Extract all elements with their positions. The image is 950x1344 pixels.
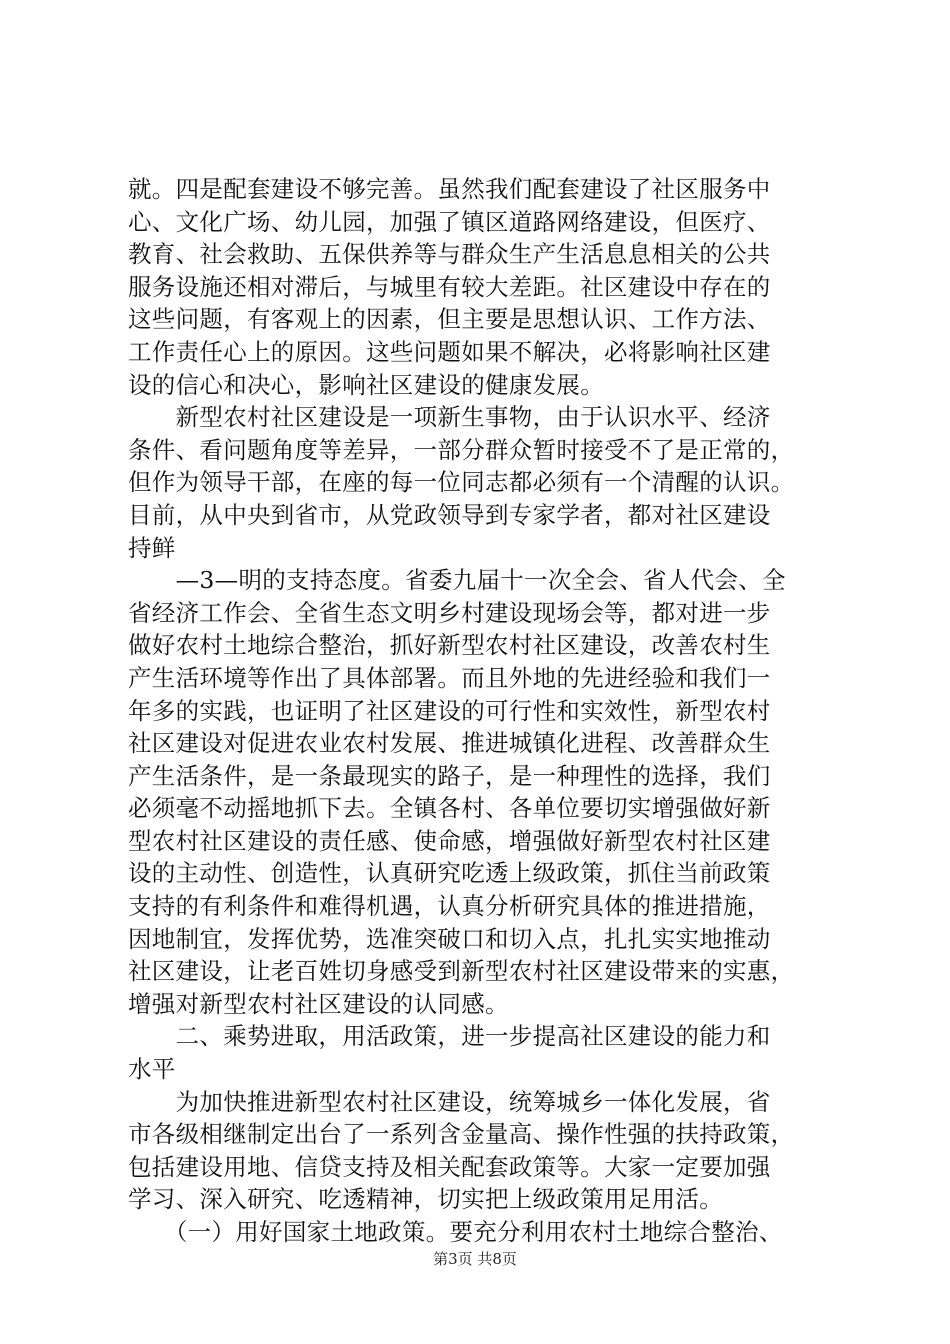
text-line: 设的信心和决心，影响社区建设的健康发展。: [128, 370, 604, 399]
text-line: 包括建设用地、信贷支持及相关配套政策等。大家一定要加强: [128, 1152, 771, 1181]
text-line: 目前，从中央到省市，从党政领导到专家学者，都对社区建设: [128, 500, 771, 529]
text-line: 这些问题，有客观上的因素，但主要是思想认识、工作方法、: [128, 305, 771, 334]
text-line: 年多的实践，也证明了社区建设的可行性和实效性，新型农村: [128, 696, 771, 725]
text-line: 服务设施还相对滞后，与城里有较大差距。社区建设中存在的: [128, 272, 771, 301]
text-line: 就。四是配套建设不够完善。虽然我们配套建设了社区服务中: [128, 175, 771, 203]
text-line: 水平: [128, 1055, 176, 1084]
text-line: 省经济工作会、全省生态文明乡村建设现场会等，都对进一步: [128, 598, 771, 627]
text-line: 产生活条件，是一条最现实的路子，是一种理性的选择，我们: [128, 761, 771, 790]
text-line: 产生活环境等作出了具体部署。而且外地的先进经验和我们一: [128, 663, 771, 692]
text-line: 二、乘势进取，用活政策，进一步提高社区建设的能力和: [128, 1022, 771, 1051]
text-line: 支持的有利条件和难得机遇，认真分析研究具体的推进措施，: [128, 892, 771, 921]
document-body: [128, 173, 833, 1249]
text-line: 工作责任心上的原因。这些问题如果不解决，必将影响社区建: [128, 337, 771, 366]
text-line: 教育、社会救助、五保供养等与群众生产生活息息相关的公共: [128, 240, 771, 269]
page-footer: 第3页 共8页: [433, 1250, 517, 1268]
text-line: 但作为领导干部，在座的每一位同志都必须有一个清醒的认识。: [128, 468, 795, 497]
text-line: —3—明的支持态度。省委九届十一次全会、省人代会、全: [128, 566, 786, 595]
text-line: 因地制宜，发挥优势，选准突破口和切入点，扎扎实实地推动: [128, 924, 771, 953]
text-line: 持鲜: [128, 533, 176, 562]
text-line: 增强对新型农村社区建设的认同感。: [128, 989, 509, 1018]
text-line: 社区建设对促进农业农村发展、推进城镇化进程、改善群众生: [128, 729, 771, 758]
text-line: 做好农村土地综合整治，抓好新型农村社区建设，改善农村生: [128, 631, 771, 660]
text-line: 社区建设，让老百姓切身感受到新型农村社区建设带来的实惠，: [128, 957, 795, 986]
text-line: 为加快推进新型农村社区建设，统筹城乡一体化发展，省: [128, 1087, 771, 1116]
text-line: （一）用好国家土地政策。要充分利用农村土地综合整治、: [128, 1218, 783, 1246]
text-line: 设的主动性、创造性，认真研究吃透上级政策，抓住当前政策: [128, 859, 771, 888]
text-line: 心、文化广场、幼儿园，加强了镇区道路网络建设，但医疗、: [128, 207, 771, 236]
text-line: 市各级相继制定出台了一系列含金量高、操作性强的扶持政策，: [128, 1120, 795, 1149]
text-line: 必须毫不动摇地抓下去。全镇各村、各单位要切实增强做好新: [128, 794, 771, 823]
text-line: 学习、深入研究、吃透精神，切实把上级政策用足用活。: [128, 1185, 723, 1214]
text-line: 新型农村社区建设是一项新生事物，由于认识水平、经济: [128, 403, 771, 432]
text-line: 型农村社区建设的责任感、使命感，增强做好新型农村社区建: [128, 826, 771, 855]
text-line: 条件、看问题角度等差异，一部分群众暂时接受不了是正常的，: [128, 435, 795, 464]
